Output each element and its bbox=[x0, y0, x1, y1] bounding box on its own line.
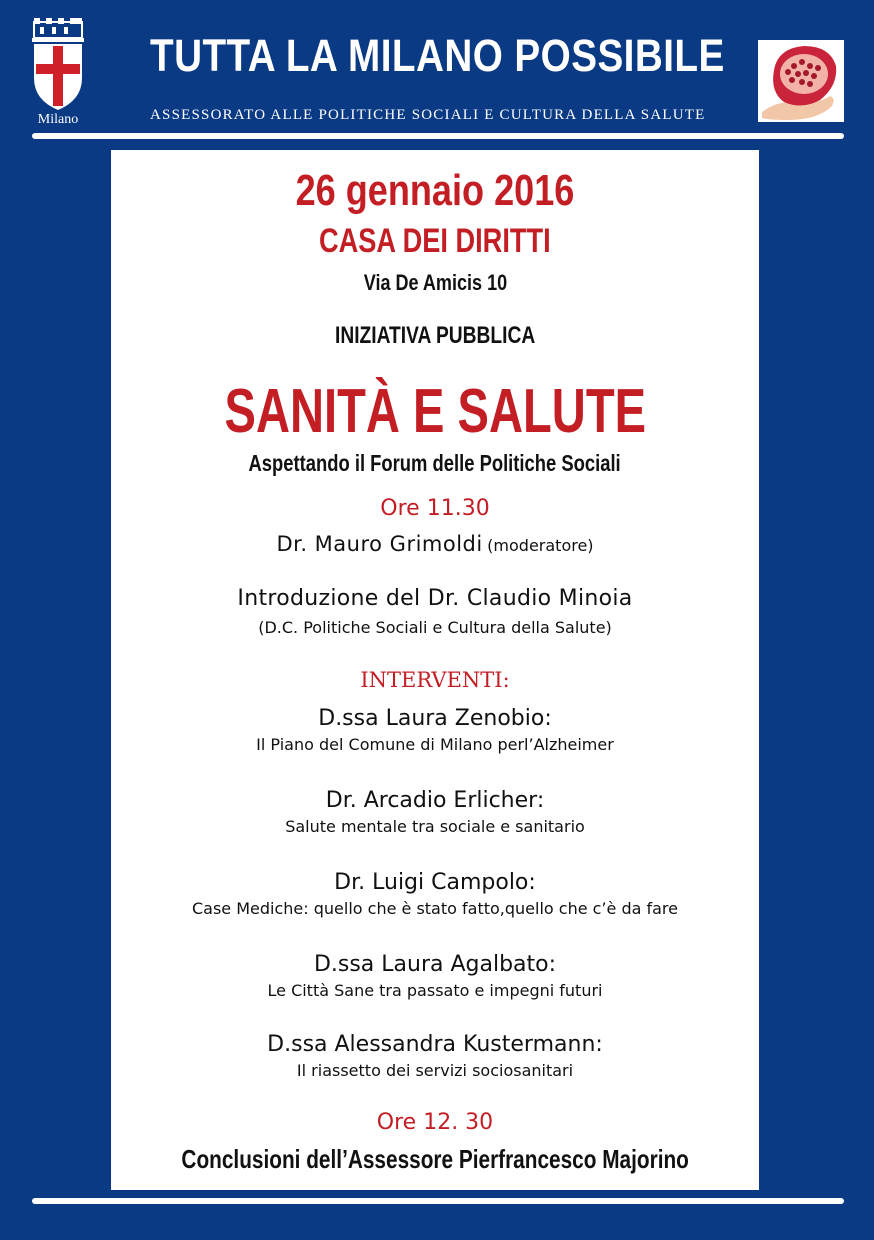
intro-role: (D.C. Politiche Sociali e Cultura della Salute) bbox=[258, 618, 612, 637]
speaker-name: D.ssa Laura Agalbato: bbox=[313, 952, 557, 977]
speaker-name: D.ssa Alessandra Kustermann: bbox=[267, 1032, 603, 1057]
coat-of-arms-icon bbox=[28, 18, 88, 112]
speaker-item bbox=[111, 1032, 759, 1081]
interventions-heading: INTERVENTI: bbox=[360, 668, 510, 692]
logo-label: Milano bbox=[37, 112, 79, 127]
end-time: Ore 12. 30 bbox=[376, 1110, 494, 1135]
event-title: SANITÀ E SALUTE bbox=[224, 377, 646, 446]
footer-divider bbox=[32, 1198, 844, 1204]
event-date: 26 gennaio 2016 bbox=[295, 166, 575, 215]
speaker-topic: Il riassetto dei servizi sociosanitari bbox=[296, 1061, 574, 1080]
header-title: TUTTA LA MILANO POSSIBILE bbox=[150, 30, 725, 81]
speaker-topic: Case Mediche: quello che è stato fatto,quello che c’è da fare bbox=[191, 899, 678, 918]
speaker-item bbox=[111, 706, 759, 755]
speaker-item bbox=[111, 952, 759, 1001]
speaker-item bbox=[111, 870, 759, 919]
speaker-name: Dr. Arcadio Erlicher: bbox=[325, 788, 545, 813]
start-time: Ore 11.30 bbox=[380, 496, 490, 521]
conclusion-line: Conclusioni dell’Assessore Pierfrancesco Majorino bbox=[181, 1144, 689, 1174]
pomegranate-photo bbox=[758, 40, 844, 122]
speaker-topic: Le Città Sane tra passato e impegni futuri bbox=[267, 981, 603, 1000]
milano-coat-of-arms-logo bbox=[28, 18, 88, 130]
event-subtitle: Aspettando il Forum delle Politiche Sociali bbox=[248, 450, 622, 476]
speaker-name: Dr. Luigi Campolo: bbox=[334, 870, 536, 895]
event-address: Via De Amicis 10 bbox=[363, 270, 507, 295]
moderator-role: (moderatore) bbox=[487, 536, 594, 555]
speaker-item bbox=[111, 788, 759, 837]
pomegranate-hand-icon bbox=[758, 40, 844, 122]
event-type: INIZIATIVA PUBBLICA bbox=[334, 322, 536, 349]
event-venue: CASA DEI DIRITTI bbox=[319, 222, 551, 260]
speaker-topic: Il Piano del Comune di Milano perl’Alzheimer bbox=[256, 735, 614, 754]
speaker-name: D.ssa Laura Zenobio: bbox=[318, 706, 552, 731]
event-panel bbox=[111, 150, 759, 1190]
header-divider bbox=[32, 133, 844, 139]
speaker-topic: Salute mentale tra sociale e sanitario bbox=[285, 817, 585, 836]
header-subtitle: ASSESSORATO ALLE POLITICHE SOCIALI E CULTURA DELLA SALUTE bbox=[150, 107, 706, 123]
intro-line: Introduzione del Dr. Claudio Minoia bbox=[237, 586, 633, 611]
moderator-name: Dr. Mauro Grimoldi bbox=[276, 532, 483, 556]
